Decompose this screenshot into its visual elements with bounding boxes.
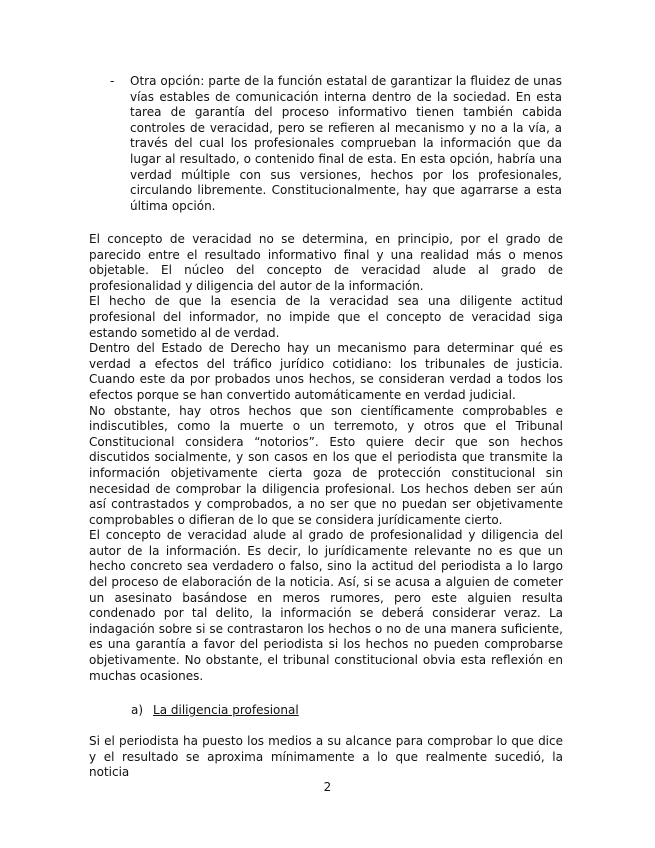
paragraph-estado-derecho: Dentro del Estado de Derecho hay un mecanismo para determinar qué es verdad a efectos del tráfico jurídico cotidiano: los tribunales de justicia. Cuando este da por probados unos hechos, se consideran verdad a todos los efectos porque se han convertido automáticamente en verdad judicial.	[89, 341, 563, 402]
bullet-marker: -	[110, 74, 115, 88]
bullet-item-text: Otra opción: parte de la función estatal de garantizar la fluidez de unas vías estables de comunicación interna dentro de la sociedad. En esta tarea de garantía del proceso informativo tienen también cabida controles de veracidad, pero se refieren al mecanismo y no a la vía, a través del cual los profesionales comprueban la información que da lugar al resultado, o contenido final de esta. En esta opción, habría una verdad múltiple con sus versiones, hechos por los profesionales, circulando libremente. Constitucionalmente, hay que agarrarse a esta última opción.	[130, 74, 562, 213]
paragraph-closing: Si el periodista ha puesto los medios a su alcance para comprobar lo que dice y el resultado se aproxima mínimamente a lo que realmente sucedió, la noticia	[89, 734, 563, 780]
paragraph-hechos-notorios: No obstante, hay otros hechos que son científicamente comprobables e indiscutibles, como la muerte o un terremoto, y otros que el Tribunal Constitucional considera “notorios”. Esto quiere decir que son hechos discutidos socialmente, y son casos en los que el periodista que transmite la información objetivamente cierta goza de protección constitucional sin necesidad de comprobar la diligencia profesional. Los hechos deben ser aún así contrastados y comprobados, a no ser que no puedan ser objetivamente comprobables o difieran de lo que se considera jurídicamente cierto.	[89, 403, 563, 527]
paragraph-diligencia-autor: El concepto de veracidad alude al grado de profesionalidad y diligencia del autor de la información. Es decir, lo jurídicamente relevante no es que un hecho concreto sea verdadero o falso, sino la actitud del periodista a lo largo del proceso de elaboración de la noticia. Así, si se acusa a alguien de cometer un asesinato basándose en meros rumores, pero este alguien resulta condenado por tal delito, la información se deberá considerar veraz. La indagación sobre si se contrastaron los hechos o no de una manera suficiente, es una garantía a favor del periodista si los hechos no pueden comprobarse objetivamente. No obstante, el tribunal constitucional obvia esta reflexión en muchas ocasiones.	[89, 528, 563, 683]
section-heading-marker: a)	[131, 703, 144, 717]
paragraph-veracidad-concepto: El concepto de veracidad no se determina, en principio, por el grado de parecido entre el resultado informativo final y una realidad más o menos objetable. El núcleo del concepto de veracidad alude al grado de profesionalidad y diligencia del autor de la información.	[89, 232, 563, 293]
paragraph-esencia-veracidad: El hecho de que la esencia de la veracidad sea una diligente actitud profesional del informador, no impide que el concepto de veracidad siga estando sometido al de verdad.	[89, 294, 563, 340]
section-heading	[131, 703, 299, 719]
section-heading-title: La diligencia profesional	[153, 703, 299, 717]
page-number: 2	[323, 780, 332, 794]
body-text	[89, 232, 563, 684]
